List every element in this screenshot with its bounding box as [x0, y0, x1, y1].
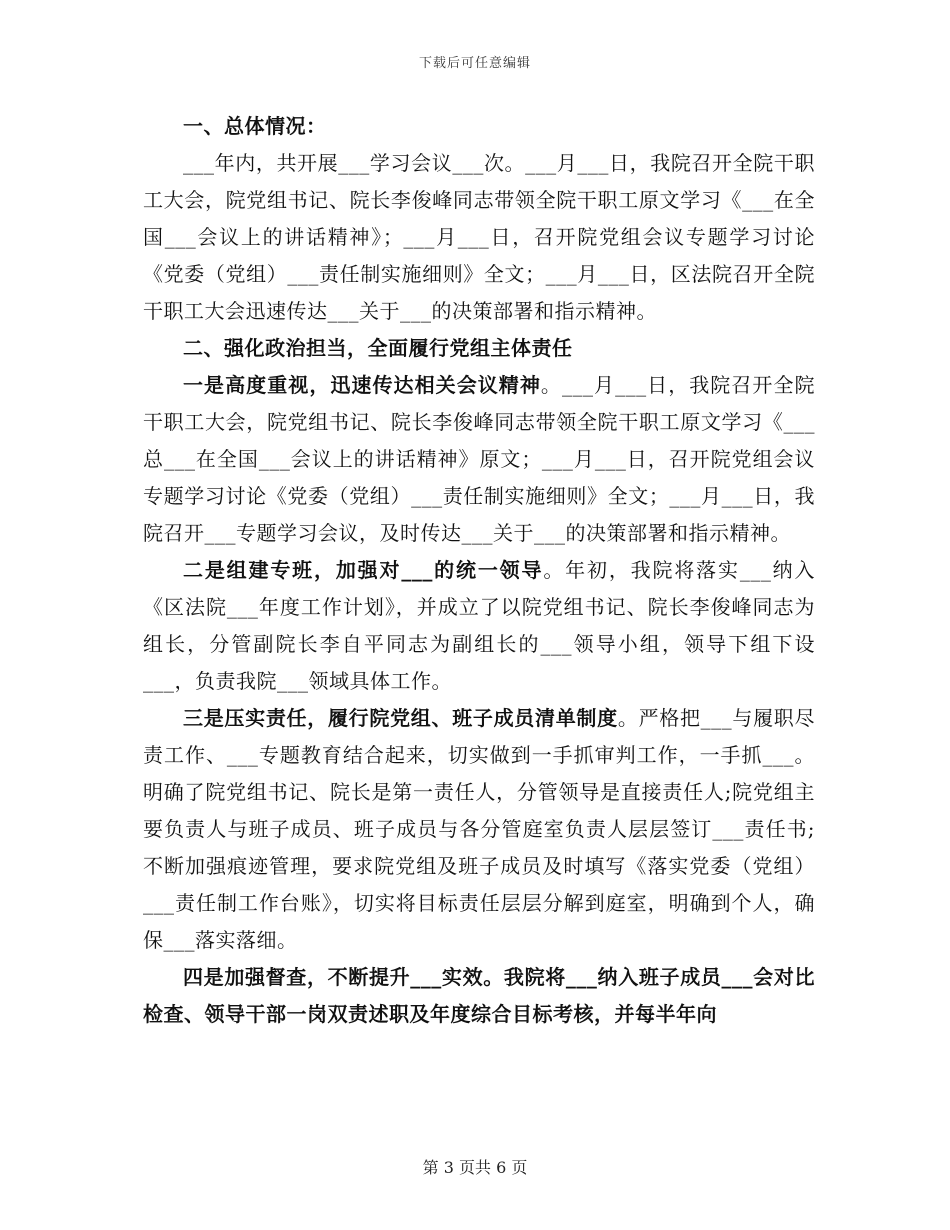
- section-heading-political-responsibility: 二、强化政治担当，全面履行党组主体责任: [183, 336, 573, 360]
- paragraph-overview: ___年内，共开展___学习会议___次。___月___日，我院召开全院干职工大会，院党组书记、院长李俊峰同志带领全院干职工原文学习《___在全国___会议上的讲话精神》；___月___日，召开院党组会议专题学习讨论《党委（党组）___责任制实施细则》全文；___月___日，区法院召开全院干职工大会迅速传达___关于___的决策部署和指示精神。: [143, 151, 815, 323]
- page-footer: 第 3 页共 6 页: [422, 1158, 528, 1177]
- point-3-body: 。严格把___与履职尽责工作、___专题教育结合起来，切实做到一手抓审判工作，一手抓___。明确了院党组书记、院长是第一责任人，分管领导是直接责任人;院党组主要负责人与班子成员、班子成员与各分管庭室负责人层层签订___责任书;不断加强痕迹管理，要求院党组及班子成员及时填写《落实党委（党组）___责任制工作台账》，切实将目标责任层层分解到庭室，明确到个人，确保___落实落细。: [143, 706, 816, 952]
- point-1-body: 。___月___日，我院召开全院干职工大会，院党组书记、院长李俊峰同志带领全院干职工原文学习《___总___在全国___会议上的讲话精神》原文；___月___日，召开院党组会议专题学习讨论《党委（党组）___责任制实施细则》全文；___月___日，我院召开___专题学习会议，及时传达___关于___的决策部署和指示精神。: [143, 373, 816, 545]
- point-1-lead: 一是高度重视，迅速传达相关会议精神: [183, 373, 541, 397]
- paragraph-point-1: [143, 367, 815, 552]
- point-3-lead: 三是压实责任，履行院党组、班子成员清单制度: [183, 706, 618, 730]
- point-2-body: 。年初，我院将落实___纳入《区法院___年度工作计划》，并成立了以院党组书记、院长李俊峰同志为组长，分管副院长李自平同志为副组长的___领导小组，领导下组下设___，负责我院___领域具体工作。: [143, 558, 816, 693]
- page-header: 下载后可任意编辑: [418, 56, 531, 71]
- document-body: [143, 108, 815, 1033]
- section-heading-overview: 一、总体情况：: [183, 114, 327, 138]
- paragraph-point-4: 四是加强督查，不断提升___实效。我院将___纳入班子成员___会对比检查、领导干部一岗双责述职及年度综合目标考核，并每半年向: [143, 965, 815, 1026]
- point-2-lead: 二是组建专班，加强对___的统一领导: [183, 558, 544, 582]
- paragraph-point-3: [143, 700, 815, 959]
- paragraph-point-2: [143, 552, 815, 700]
